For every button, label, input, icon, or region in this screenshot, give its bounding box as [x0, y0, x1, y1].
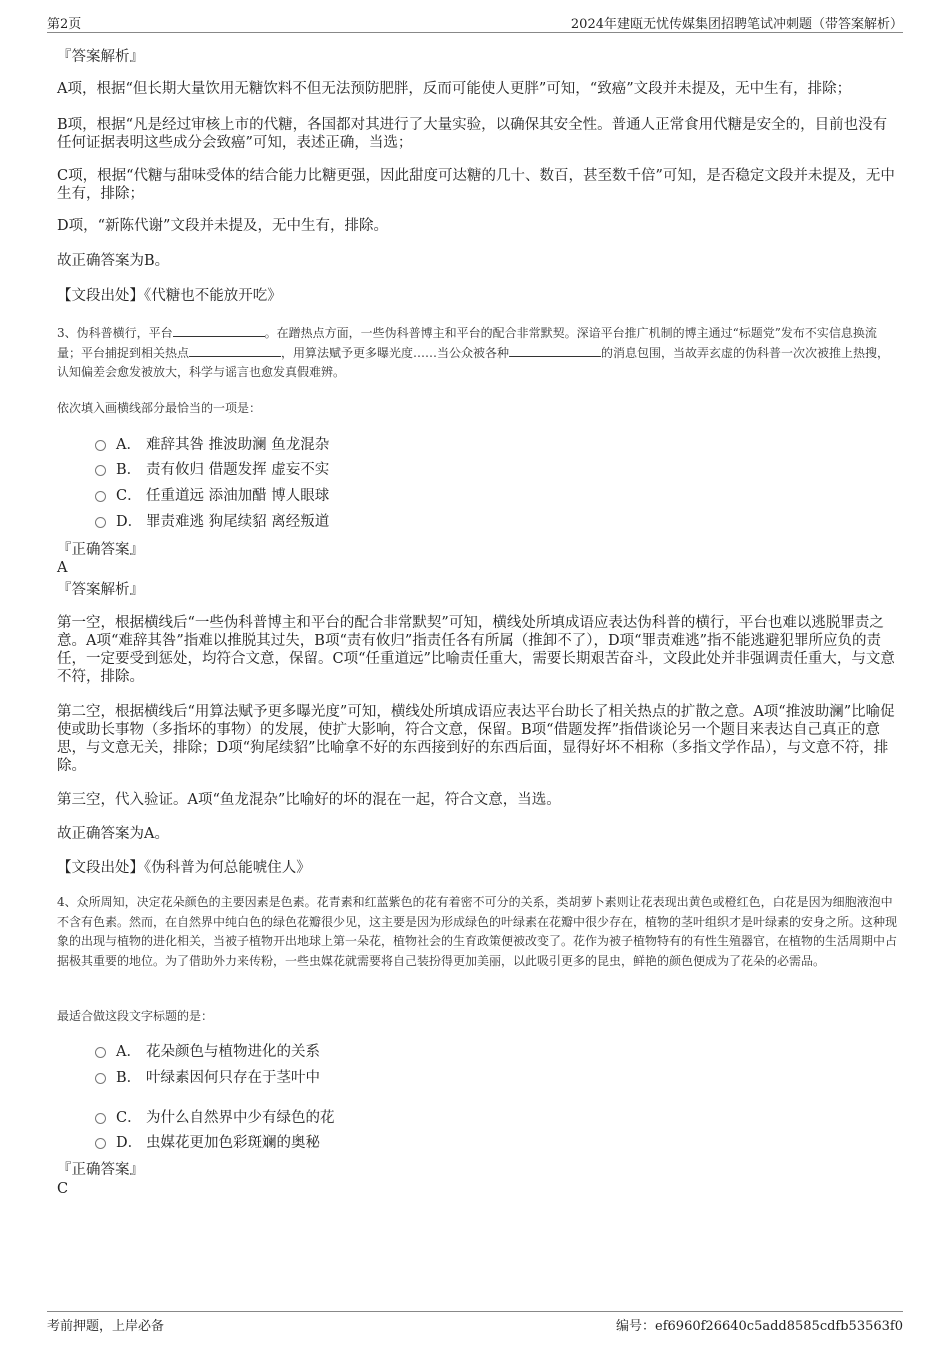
blank-1	[173, 324, 265, 337]
page-footer	[47, 1311, 903, 1336]
conclusion: 故正确答案为A。	[57, 826, 169, 842]
option-b[interactable]: B． 叶绿素因何只存在于茎叶中	[95, 1069, 320, 1087]
answer-value: C	[57, 1181, 69, 1197]
radio-icon[interactable]	[95, 1047, 106, 1058]
conclusion: 故正确答案为B。	[57, 253, 170, 269]
answer-label: 『正确答案』	[57, 1162, 144, 1178]
option-d[interactable]: D． 罪责难逃 狗尾续貂 离经叛道	[95, 513, 329, 531]
analysis-option-b: B项，根据“凡是经过审核上市的代糖，各国都对其进行了大量实验，以确保其安全性。普通人正常食用代糖是安全的，目前也没有任何证据表明这些成分会致癌”可知，表述正确，当选；	[57, 117, 888, 151]
question-3-stem: 3、伪科普横行，平台 。在蹭热点方面，一些伪科普博主和平台的配合非常默契。深谙平台推广机制的博主通过“标题党”发布不实信息换流量；平台捕捉到相关热点 ，用算法赋予更多曝光度……当公众被各种 的消息包围，当故弄玄虚的伪科普一次次被推上热搜，认知偏差会愈发被放大，科学与谣言也愈发真假难辨。	[57, 326, 890, 379]
blank-2	[189, 344, 281, 357]
question-4-prompt: 最适合做这段文字标题的是：	[57, 1009, 214, 1023]
page-number: 第2页	[47, 17, 82, 32]
radio-icon[interactable]	[95, 517, 106, 528]
page-header	[47, 10, 903, 33]
analysis-option-a: A项，根据“但长期大量饮用无糖饮料不但无法预防肥胖，反而可能使人更胖”可知，“致癌”文段并未提及，无中生有，排除；	[57, 81, 852, 97]
radio-icon[interactable]	[95, 1073, 106, 1084]
option-a[interactable]: A． 花朵颜色与植物进化的关系	[95, 1043, 320, 1061]
radio-icon[interactable]	[95, 1113, 106, 1124]
option-d[interactable]: D． 虫媒花更加色彩斑斓的奥秘	[95, 1134, 320, 1152]
analysis-label: 『答案解析』	[57, 49, 144, 65]
analysis-option-d: D项，“新陈代谢”文段并未提及，无中生有，排除。	[57, 218, 388, 234]
option-b[interactable]: B． 责有攸归 借题发挥 虚妄不实	[95, 461, 329, 479]
answer-label: 『正确答案』	[57, 542, 144, 558]
document-title: 2024年建瓯无忧传媒集团招聘笔试冲刺题（带答案解析）	[570, 17, 903, 32]
blank-3	[509, 344, 601, 357]
option-a[interactable]: A． 难辞其咎 推波助澜 鱼龙混杂	[95, 436, 329, 454]
answer-value: A	[57, 560, 68, 576]
option-c[interactable]: C． 为什么自然界中少有绿色的花	[95, 1109, 335, 1127]
question-3-prompt: 依次填入画横线部分最恰当的一项是：	[57, 401, 262, 415]
analysis-option-c: C项，根据“代糖与甜味受体的结合能力比糖更强，因此甜度可达糖的几十、数百，甚至数千倍”可知，是否稳定文段并未提及，无中生有，排除；	[57, 168, 895, 202]
analysis-blank-1: 第一空，根据横线后“一些伪科普博主和平台的配合非常默契”可知，横线处所填成语应表达伪科普的横行，平台也难以逃脱罪责之意。A项“难辞其咎”指难以推脱其过失，B项“责有攸归”指责任各有所属（推卸不了），D项“罪责难逃”指不能逃避犯罪所应负的责任，一定要受到惩处，均符合文意，保留。C项“任重道远”比喻责任重大，需要长期艰苦奋斗，文段此处并非强调责任重大，与文意不符，排除。	[57, 615, 895, 685]
radio-icon[interactable]	[95, 1138, 106, 1149]
document-code: 编号：ef6960f26640c5add8585cdfb53563f0	[616, 1319, 903, 1334]
source: 【文段出处】《代糖也不能放开吃》	[57, 288, 282, 304]
analysis-blank-3: 第三空，代入验证。A项“鱼龙混杂”比喻好的坏的混在一起，符合文意，当选。	[57, 792, 561, 808]
radio-icon[interactable]	[95, 465, 106, 476]
analysis-blank-2: 第二空，根据横线后“用算法赋予更多曝光度”可知，横线处所填成语应表达平台助长了相关热点的扩散之意。A项“推波助澜”比喻促使或助长事物（多指坏的事物）的发展，使扩大影响，符合文意，保留。B项“借题发挥”指借谈论另一个题目来表达自己真正的意思，与文意无关，排除；D项“狗尾续貂”比喻拿不好的东西接到好的东西后面，显得好坏不相称（多指文学作品），与文意不符，排除。	[57, 704, 895, 774]
analysis-label: 『答案解析』	[57, 582, 144, 598]
source: 【文段出处】《伪科普为何总能唬住人》	[57, 860, 311, 876]
footer-slogan: 考前押题，上岸必备	[47, 1319, 165, 1334]
option-c[interactable]: C． 任重道远 添油加醋 博人眼球	[95, 487, 329, 505]
radio-icon[interactable]	[95, 440, 106, 451]
radio-icon[interactable]	[95, 491, 106, 502]
question-4-stem: 4、众所周知，决定花朵颜色的主要因素是色素。花青素和红蓝紫色的花有着密不可分的关系，类胡萝卜素则让花表现出黄色或橙红色，白花是因为细胞液泡中不含有色素。然而，在自然界中纯白色的绿色花瓣很少见，这主要是因为形成绿色的叶绿素在花瓣中很少存在，植物的茎叶组织才是叶绿素的安身之所。这种现象的出现与植物的进化相关，当被子植物开出地球上第一朵花，植物社会的生育政策便被改变了。花作为被子植物特有的有性生殖器官，在植物的生活周期中占据极其重要的地位。为了借助外力来传粉，一些虫媒花就需要将自己装扮得更加美丽，以此吸引更多的昆虫，鲜艳的颜色便成为了花朵的必需品。	[57, 895, 898, 968]
